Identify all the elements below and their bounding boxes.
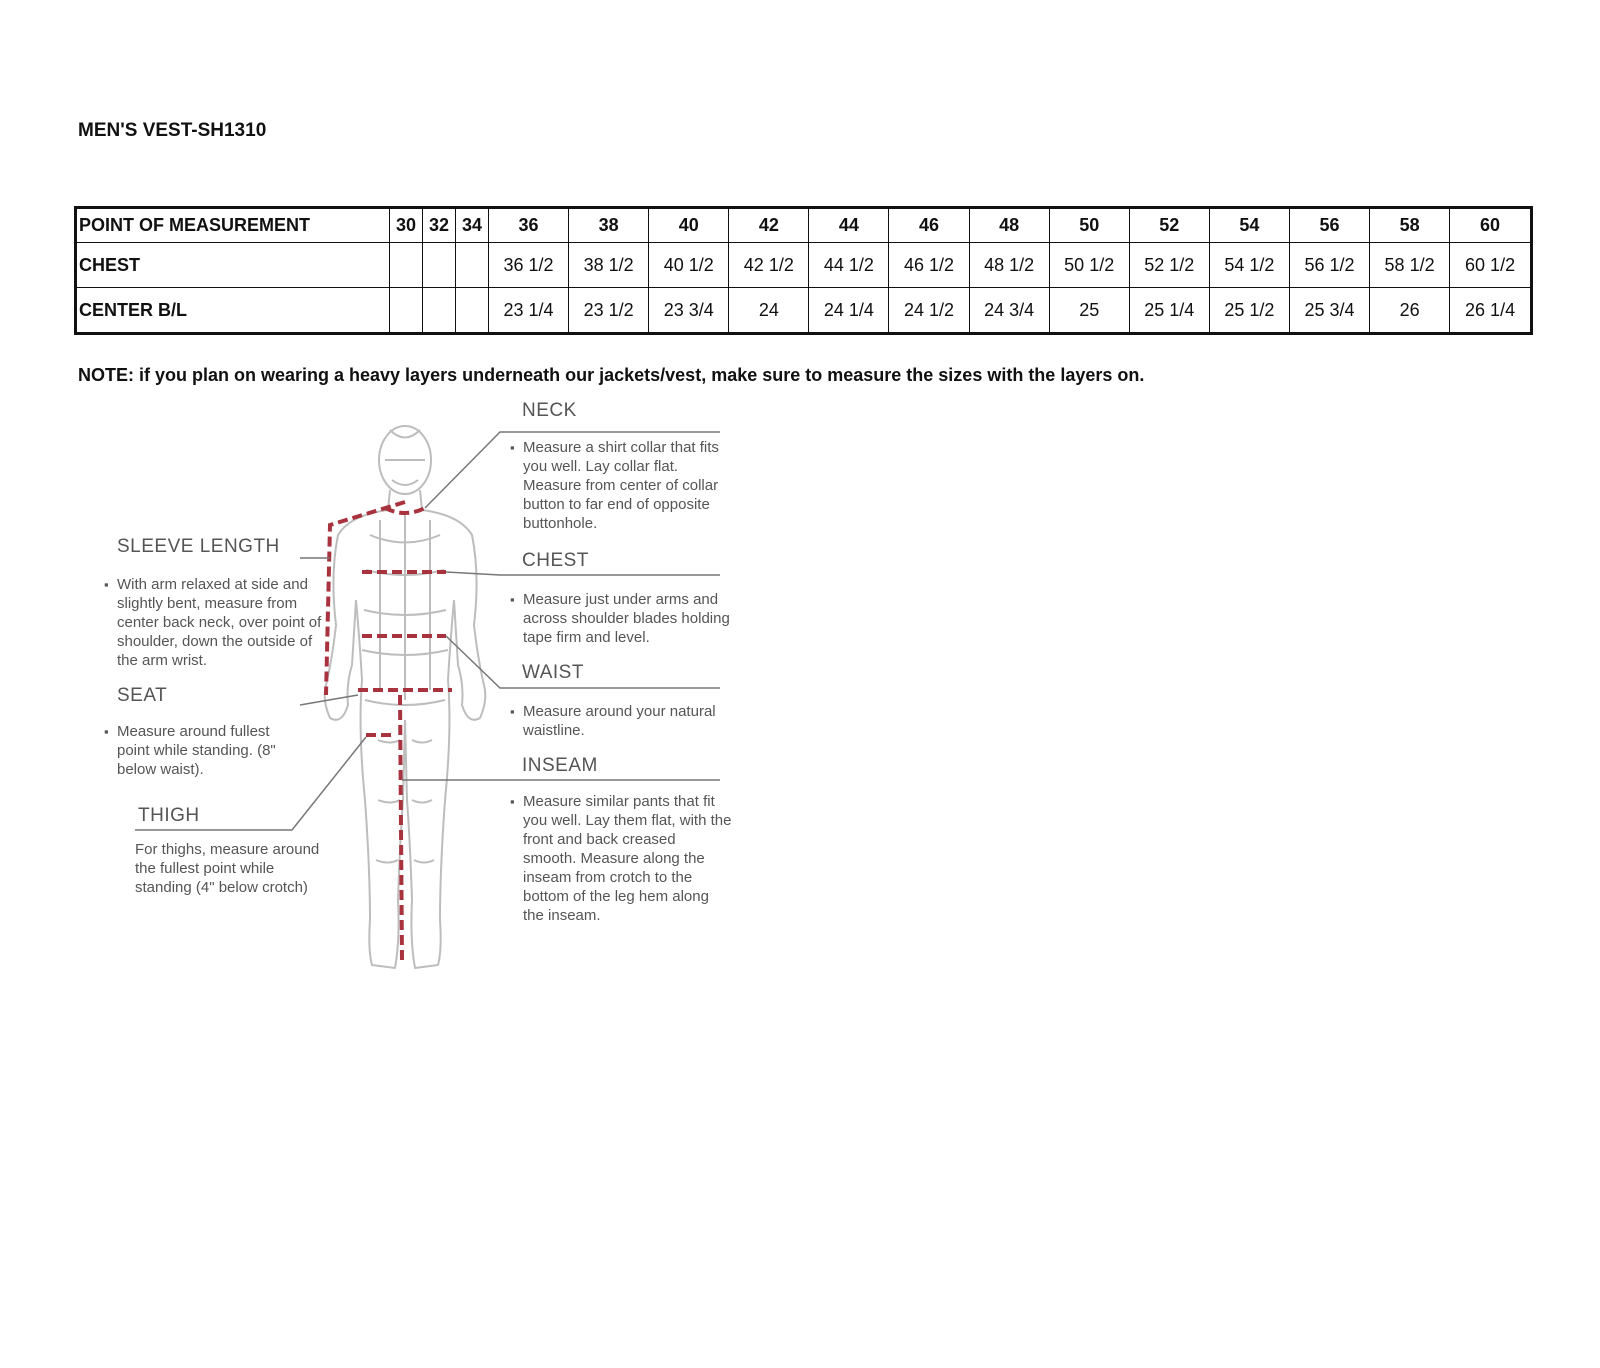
table-cell: 60 1/2: [1450, 243, 1532, 288]
column-header: 36: [489, 208, 569, 243]
column-header: 60: [1450, 208, 1532, 243]
column-header: 34: [456, 208, 489, 243]
table-cell: 36 1/2: [489, 243, 569, 288]
table-cell: 24 1/4: [809, 288, 889, 334]
column-header: 30: [390, 208, 423, 243]
column-header: 48: [969, 208, 1049, 243]
table-row-center-bl: [76, 288, 1532, 334]
seat-label: SEAT: [117, 685, 168, 706]
table-cell: [423, 288, 456, 334]
table-cell: 26: [1370, 288, 1450, 334]
waist-label: WAIST: [522, 662, 584, 683]
waist-description: ▪ Measure around your natural waistline.: [510, 702, 733, 740]
measurement-guide: [0, 400, 760, 1000]
table-cell: 25 1/4: [1129, 288, 1209, 334]
table-cell: 50 1/2: [1049, 243, 1129, 288]
column-header: 58: [1370, 208, 1450, 243]
table-cell: [456, 288, 489, 334]
table-cell: 44 1/2: [809, 243, 889, 288]
table-cell: 24: [729, 288, 809, 334]
layering-note: NOTE: if you plan on wearing a heavy layers underneath our jackets/vest, make sure to measure the sizes with the layers on.: [78, 365, 1145, 385]
table-row-chest: [76, 243, 1532, 288]
size-chart-table: [74, 206, 1533, 335]
table-cell: 40 1/2: [649, 243, 729, 288]
row-label: CHEST: [76, 243, 390, 288]
table-cell: [423, 243, 456, 288]
neck-description: ▪ Measure a shirt collar that fits you well. Lay collar flat. Measure from center of collar button to far end of opposite buttonhole.: [510, 438, 733, 533]
row-label: CENTER B/L: [76, 288, 390, 334]
table-cell: [390, 243, 423, 288]
table-cell: 25 1/2: [1209, 288, 1289, 334]
column-header: POINT OF MEASUREMENT: [76, 208, 390, 243]
table-cell: 25: [1049, 288, 1129, 334]
neck-measure-line: [385, 508, 425, 513]
table-cell: 58 1/2: [1370, 243, 1450, 288]
table-header-row: [76, 208, 1532, 243]
column-header: 50: [1049, 208, 1129, 243]
sleeve-measure-line: [326, 502, 405, 695]
column-header: 52: [1129, 208, 1209, 243]
table-cell: 48 1/2: [969, 243, 1049, 288]
column-header: 32: [423, 208, 456, 243]
table-cell: 42 1/2: [729, 243, 809, 288]
thigh-label: THIGH: [138, 805, 200, 826]
inseam-label: INSEAM: [522, 755, 598, 776]
table-cell: 24 1/2: [889, 288, 969, 334]
chest-label: CHEST: [522, 550, 589, 571]
thigh-description: For thighs, measure around the fullest point while standing (4" below crotch): [135, 841, 320, 896]
table-cell: 46 1/2: [889, 243, 969, 288]
column-header: 44: [809, 208, 889, 243]
column-header: 54: [1209, 208, 1289, 243]
table-cell: 26 1/4: [1450, 288, 1532, 334]
column-header: 46: [889, 208, 969, 243]
column-header: 38: [569, 208, 649, 243]
table-cell: 52 1/2: [1129, 243, 1209, 288]
neck-label: NECK: [522, 400, 577, 421]
table-cell: [390, 288, 423, 334]
chest-description: ▪ Measure just under arms and across shoulder blades holding tape firm and level.: [510, 590, 733, 647]
seat-description: ▪ Measure around fullest point while standing. (8" below waist).: [104, 722, 297, 779]
table-cell: 38 1/2: [569, 243, 649, 288]
sleeve-length-description: ▪ With arm relaxed at side and slightly bent, measure from center back neck, over point of shoulder, down the outside of the arm wrist.: [104, 575, 322, 670]
table-cell: 56 1/2: [1289, 243, 1369, 288]
column-header: 42: [729, 208, 809, 243]
table-cell: 23 3/4: [649, 288, 729, 334]
inseam-description: ▪ Measure similar pants that fit you well. Lay them flat, with the front and back creased smooth. Measure along the inseam from crotch to the bottom of the leg hem along the inseam.: [510, 792, 733, 925]
table-cell: 23 1/4: [489, 288, 569, 334]
table-cell: 25 3/4: [1289, 288, 1369, 334]
sleeve-length-label: SLEEVE LENGTH: [117, 536, 280, 557]
column-header: 56: [1289, 208, 1369, 243]
table-cell: [456, 243, 489, 288]
table-cell: 23 1/2: [569, 288, 649, 334]
column-header: 40: [649, 208, 729, 243]
table-cell: 24 3/4: [969, 288, 1049, 334]
table-cell: 54 1/2: [1209, 243, 1289, 288]
page-title: MEN'S VEST-SH1310: [78, 120, 267, 141]
measurement-lines: [326, 502, 452, 960]
